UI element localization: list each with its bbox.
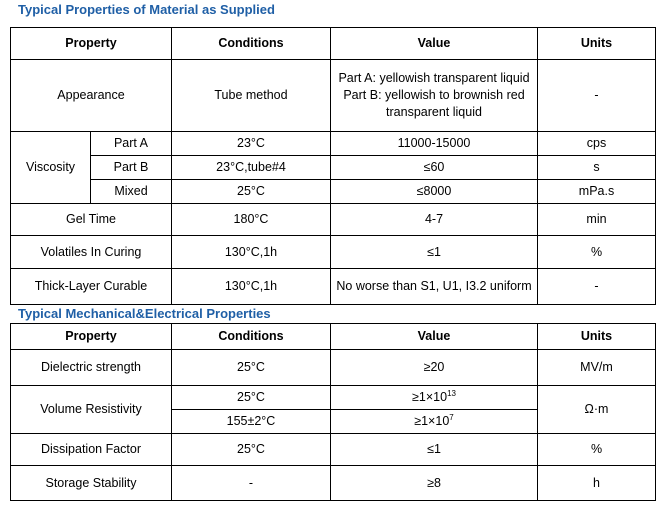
viscosity-value: ≤60	[331, 156, 538, 180]
viscosity-units: s	[538, 156, 656, 180]
table-row-volume-resistivity-25	[11, 386, 656, 410]
value-base: ≥1×10	[414, 414, 450, 428]
table-row-viscosity-b	[11, 156, 656, 180]
dielectric-value: ≥20	[331, 350, 538, 386]
header-units: Units	[538, 324, 656, 350]
dissipation-conditions: 25°C	[172, 434, 331, 466]
dissipation-property: Dissipation Factor	[11, 434, 172, 466]
table-row-viscosity-mixed	[11, 180, 656, 204]
gel-time-conditions: 180°C	[172, 204, 331, 236]
volatiles-property: Volatiles In Curing	[11, 236, 172, 269]
dielectric-property: Dielectric strength	[11, 350, 172, 386]
storage-units: h	[538, 466, 656, 501]
gel-time-units: min	[538, 204, 656, 236]
table-header-row	[11, 324, 656, 350]
table-row-gel-time	[11, 204, 656, 236]
volatiles-units: %	[538, 236, 656, 269]
header-value: Value	[331, 28, 538, 60]
section-title-supplied: Typical Properties of Material as Supplied	[18, 2, 275, 17]
thick-layer-units: -	[538, 269, 656, 305]
section-title-mechanical-electrical: Typical Mechanical&Electrical Properties	[18, 306, 271, 321]
thick-layer-property: Thick-Layer Curable	[11, 269, 172, 305]
appearance-value-part-b: Part B: yellowish to brownish red transparent liquid	[343, 88, 525, 119]
volume-resistivity-units: Ω·m	[538, 386, 656, 434]
volume-resistivity-conditions: 155±2°C	[172, 410, 331, 434]
gel-time-value: 4-7	[331, 204, 538, 236]
thick-layer-conditions: 130°C,1h	[172, 269, 331, 305]
header-property: Property	[11, 324, 172, 350]
volume-resistivity-value	[331, 410, 538, 434]
viscosity-part: Part A	[91, 132, 172, 156]
storage-conditions: -	[172, 466, 331, 501]
value-exponent: 13	[447, 388, 456, 398]
table-row-viscosity-a	[11, 132, 656, 156]
table-header-row	[11, 28, 656, 60]
storage-property: Storage Stability	[11, 466, 172, 501]
appearance-units: -	[538, 60, 656, 132]
viscosity-conditions: 23°C,tube#4	[172, 156, 331, 180]
dissipation-value: ≤1	[331, 434, 538, 466]
volume-resistivity-property: Volume Resistivity	[11, 386, 172, 434]
value-exponent: 7	[449, 412, 454, 422]
appearance-conditions: Tube method	[172, 60, 331, 132]
viscosity-conditions: 25°C	[172, 180, 331, 204]
table-row-volatiles	[11, 236, 656, 269]
viscosity-units: cps	[538, 132, 656, 156]
thick-layer-value: No worse than S1, U1, I3.2 uniform	[331, 269, 538, 305]
dissipation-units: %	[538, 434, 656, 466]
appearance-value	[331, 60, 538, 132]
volume-resistivity-conditions: 25°C	[172, 386, 331, 410]
viscosity-conditions: 23°C	[172, 132, 331, 156]
dielectric-units: MV/m	[538, 350, 656, 386]
properties-supplied-table	[10, 27, 656, 305]
viscosity-part: Mixed	[91, 180, 172, 204]
viscosity-part: Part B	[91, 156, 172, 180]
volatiles-conditions: 130°C,1h	[172, 236, 331, 269]
appearance-property: Appearance	[11, 60, 172, 132]
dielectric-conditions: 25°C	[172, 350, 331, 386]
table-row-storage	[11, 466, 656, 501]
viscosity-value: ≤8000	[331, 180, 538, 204]
gel-time-property: Gel Time	[11, 204, 172, 236]
header-value: Value	[331, 324, 538, 350]
header-units: Units	[538, 28, 656, 60]
viscosity-value: 11000-15000	[331, 132, 538, 156]
table-row-appearance	[11, 60, 656, 132]
header-property: Property	[11, 28, 172, 60]
value-base: ≥1×10	[412, 390, 448, 404]
viscosity-units: mPa.s	[538, 180, 656, 204]
mechanical-electrical-table	[10, 323, 656, 501]
table-row-dielectric	[11, 350, 656, 386]
volume-resistivity-value	[331, 386, 538, 410]
table-row-dissipation	[11, 434, 656, 466]
header-conditions: Conditions	[172, 28, 331, 60]
storage-value: ≥8	[331, 466, 538, 501]
table-row-thick-layer	[11, 269, 656, 305]
volatiles-value: ≤1	[331, 236, 538, 269]
viscosity-property: Viscosity	[11, 132, 91, 204]
header-conditions: Conditions	[172, 324, 331, 350]
appearance-value-part-a: Part A: yellowish transparent liquid	[338, 71, 530, 85]
